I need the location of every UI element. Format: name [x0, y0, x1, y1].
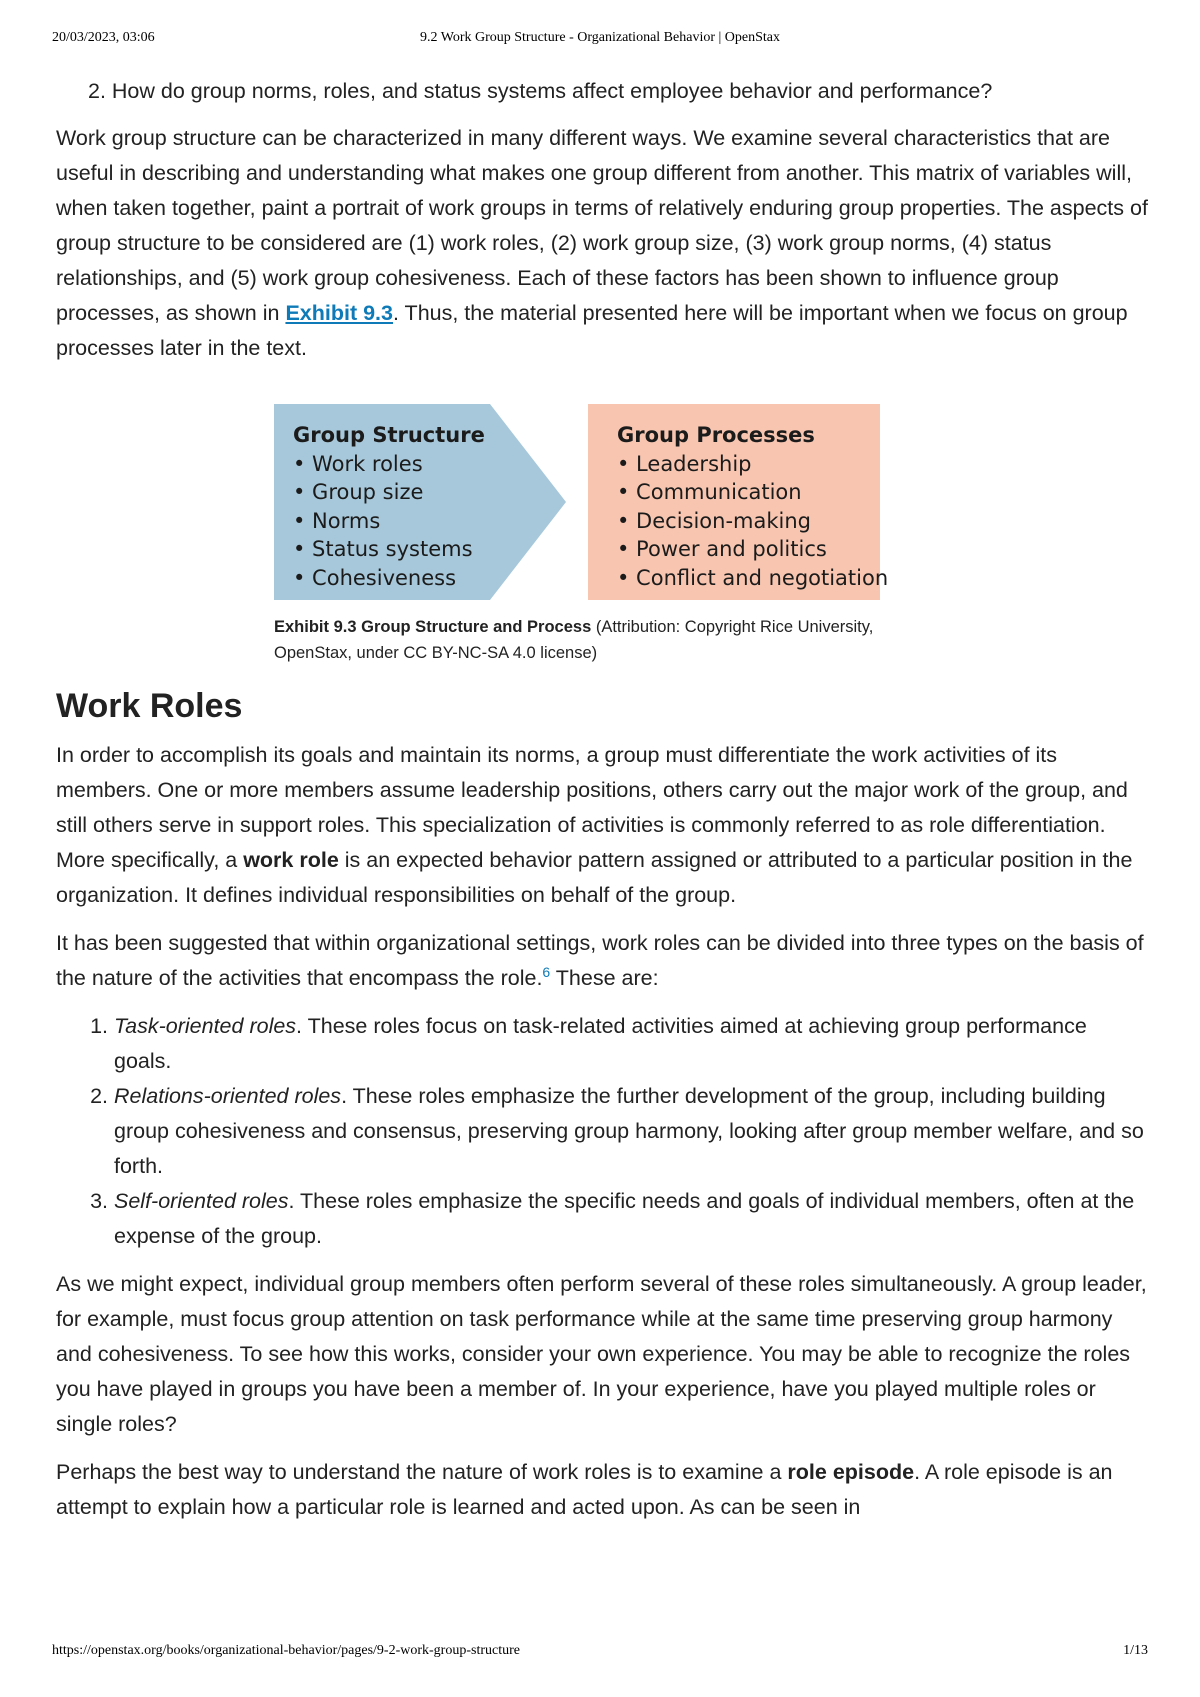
list-item	[114, 1184, 1148, 1254]
intro-paragraph	[56, 121, 1148, 366]
group-processes-title: Group Processes	[617, 423, 815, 447]
process-item: • Conflict and negotiation	[617, 565, 889, 590]
exhibit-caption	[274, 614, 914, 666]
section-heading: Work Roles	[56, 687, 243, 725]
footnote-link[interactable]: 6	[542, 963, 551, 980]
paragraph-text: In order to accomplish its goals and maintain its norms, a group must differentiate the work activities of its members. One or more members assume leadership positions, others carry out the major work of the group, and still others serve in support roles. This specialization of activities is commonly referred to as role differentiation. More specifically, a	[56, 743, 1128, 872]
role-description: . These roles emphasize the further development of the group, including building group cohesiveness and consensus, preserving group harmony, looking after group member welfare, and so forth.	[114, 1084, 1144, 1178]
paragraph-text: is an expected behavior pattern assigned or attributed to a particular position in the organization. It defines individual responsibilities on behalf of the group.	[56, 848, 1133, 907]
role-term: Task-oriented roles	[114, 1014, 297, 1038]
print-footer	[52, 1643, 1148, 1663]
group-processes-list	[617, 421, 888, 593]
role-description: . These roles emphasize the specific needs and goals of individual members, often at the expense of the group.	[114, 1189, 1135, 1248]
process-item: • Decision-making	[617, 508, 812, 533]
caption-title: Exhibit 9.3 Group Structure and Process	[274, 618, 592, 636]
role-term: Self-oriented roles	[114, 1189, 289, 1213]
role-description: . These roles focus on task-related activities aimed at achieving group performance goals.	[114, 1014, 1087, 1073]
role-types-list	[56, 1009, 1148, 1254]
process-item: • Communication	[617, 480, 802, 505]
list-item	[114, 1079, 1148, 1184]
page-number: 1/13	[1123, 1643, 1148, 1658]
paragraph-text: . A role episode is an attempt to explain how a particular role is learned and acted upon. As can be seen in	[56, 1460, 1113, 1519]
work-roles-paragraph	[56, 738, 1148, 913]
article-content	[56, 74, 1148, 1525]
structure-item: • Group size	[293, 480, 424, 505]
exhibit-figure	[274, 404, 934, 600]
process-item: • Power and politics	[617, 537, 827, 562]
key-term: role episode	[787, 1460, 915, 1484]
group-structure-list	[293, 421, 485, 593]
print-header	[52, 30, 1148, 50]
paragraph-text: Perhaps the best way to understand the nature of work roles is to examine a	[56, 1460, 788, 1484]
role-term: Relations-oriented roles	[114, 1084, 342, 1108]
structure-item: • Status systems	[293, 537, 473, 562]
print-page-title: 9.2 Work Group Structure - Organizational Behavior | OpenStax	[419, 30, 781, 45]
structure-item: • Cohesiveness	[293, 565, 457, 590]
intro-text-end: . Thus, the material presented here will be important when we focus on group processes later in the text.	[56, 301, 1128, 360]
multiple-roles-paragraph: As we might expect, individual group members often perform several of these roles simultaneously. A group leader, for example, must focus group attention on task performance while at the same time preserving group harmony and cohesiveness. To see how this works, consider your own experience. You may be able to recognize the roles you have played in groups you have been a member of. In your experience, have you played multiple roles or single roles?	[56, 1272, 1147, 1436]
page-url: https://openstax.org/books/organizational-behavior/pages/9-2-work-group-structure	[52, 1643, 520, 1658]
process-item: • Leadership	[617, 451, 752, 476]
caption-attribution: (Attribution: Copyright Rice University, OpenStax, under CC BY-NC-SA 4.0 license)	[274, 618, 874, 662]
key-term: work role	[243, 848, 339, 872]
paragraph-text: These are:	[550, 966, 659, 990]
structure-item: • Work roles	[293, 451, 423, 476]
list-item	[114, 1009, 1148, 1079]
learning-objective-item: 2. How do group norms, roles, and status systems affect employee behavior and performance?	[88, 79, 993, 103]
intro-text: Work group structure can be characterized in many different ways. We examine several characteristics that are useful in describing and understanding what makes one group different from another. This matrix of variables will, when taken together, paint a portrait of work groups in terms of relatively enduring group properties. The aspects of group structure to be considered are (1) work roles, (2) work group size, (3) work group norms, (4) status relationships, and (5) work group cohesiveness. Each of these factors has been shown to influence group processes, as shown in	[56, 126, 1148, 325]
role-types-intro-paragraph	[56, 926, 1148, 996]
group-structure-title: Group Structure	[293, 423, 485, 447]
print-date: 20/03/2023, 03:06	[52, 30, 155, 45]
structure-item: • Norms	[293, 508, 381, 533]
exhibit-link[interactable]: Exhibit 9.3	[285, 301, 393, 325]
role-episode-paragraph	[56, 1455, 1148, 1525]
paragraph-text: It has been suggested that within organizational settings, work roles can be divided into three types on the basis of the nature of the activities that encompass the role.	[56, 931, 1144, 990]
